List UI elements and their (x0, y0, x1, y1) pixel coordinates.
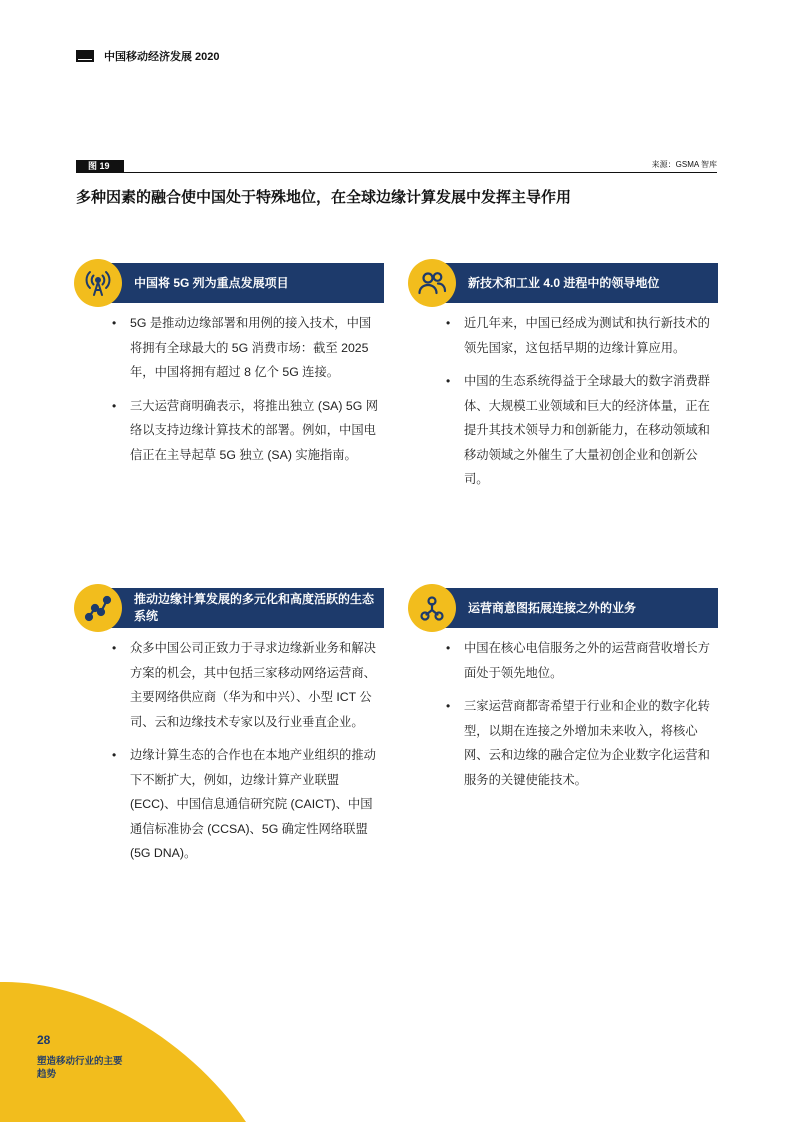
figure-title: 多种因素的融合使中国处于特殊地位，在全球边缘计算发展中发挥主导作用 (76, 189, 572, 206)
list-item: • 中国的生态系统得益于全球最大的数字消费群体、大规模工业领域和巨大的经济体量，正在提升其技术领导力和创新能力，在移动领域和移动领域之外催生了大量初创企业和创新公司。 (408, 369, 718, 492)
list-item: • 三大运营商明确表示，将推出独立 (SA) 5G 网络以支持边缘计算技术的部署。例如，中国电信正在主导起草 5G 独立 (SA) 实施指南。 (74, 394, 384, 468)
network-graph-icon (74, 584, 122, 632)
section-title: 塑造移动行业的主要趋势 (37, 1056, 123, 1080)
list-item: • 众多中国公司正致力于寻求边缘新业务和解决方案的机会，其中包括三家移动网络运营商、主要网络供应商（华为和中兴）、小型 ICT 公司、云和边缘技术专家以及行业垂直企业。 (74, 636, 384, 734)
list-item: • 中国在核心电信服务之外的运营商营收增长方面处于领先地位。 (408, 636, 718, 685)
people-icon (408, 259, 456, 307)
card-title: 中国将 5G 列为重点发展项目 (98, 263, 384, 303)
figure-source: 来源：GSMA 智库 (651, 160, 717, 169)
list-item: • 5G 是推动边缘部署和用例的接入技术，中国将拥有全球最大的 5G 消费市场：截至 2025 年，中国将拥有超过 8 亿个 5G 连接。 (74, 311, 384, 385)
page-number: 28 (37, 1033, 51, 1047)
figure-tag: 图 19 (76, 160, 124, 173)
card-beyond-connectivity (408, 588, 718, 801)
card-5g-priority (74, 263, 384, 476)
list-item: • 三家运营商都寄希望于行业和企业的数字化转型，以期在连接之外增加未来收入，将核心网、云和边缘的融合定位为企业数字化运营和服务的关键使能技术。 (408, 694, 718, 792)
signal-tower-icon (74, 259, 122, 307)
card-ecosystem (74, 588, 384, 875)
nodes-icon (408, 584, 456, 632)
card-title: 新技术和工业 4.0 进程中的领导地位 (432, 263, 718, 303)
card-title: 推动边缘计算发展的多元化和高度活跃的生态系统 (98, 588, 384, 628)
page-header (76, 46, 220, 66)
card-title: 运营商意图拓展连接之外的业务 (432, 588, 718, 628)
figure-bar (76, 160, 717, 173)
gsma-logo (76, 50, 94, 62)
report-title: 中国移动经济发展 2020 (104, 51, 220, 63)
card-tech-leadership (408, 263, 718, 501)
list-item: • 边缘计算生态的合作也在本地产业组织的推动下不断扩大，例如，边缘计算产业联盟 (ECC)、中国信息通信研究院 (CAICT)、中国通信标准协会 (CCSA)、5G 确定性网络联盟 (5G DNA)。 (74, 743, 384, 866)
figure-rule (76, 172, 717, 173)
list-item: • 近几年来，中国已经成为测试和执行新技术的领先国家，这包括早期的边缘计算应用。 (408, 311, 718, 360)
